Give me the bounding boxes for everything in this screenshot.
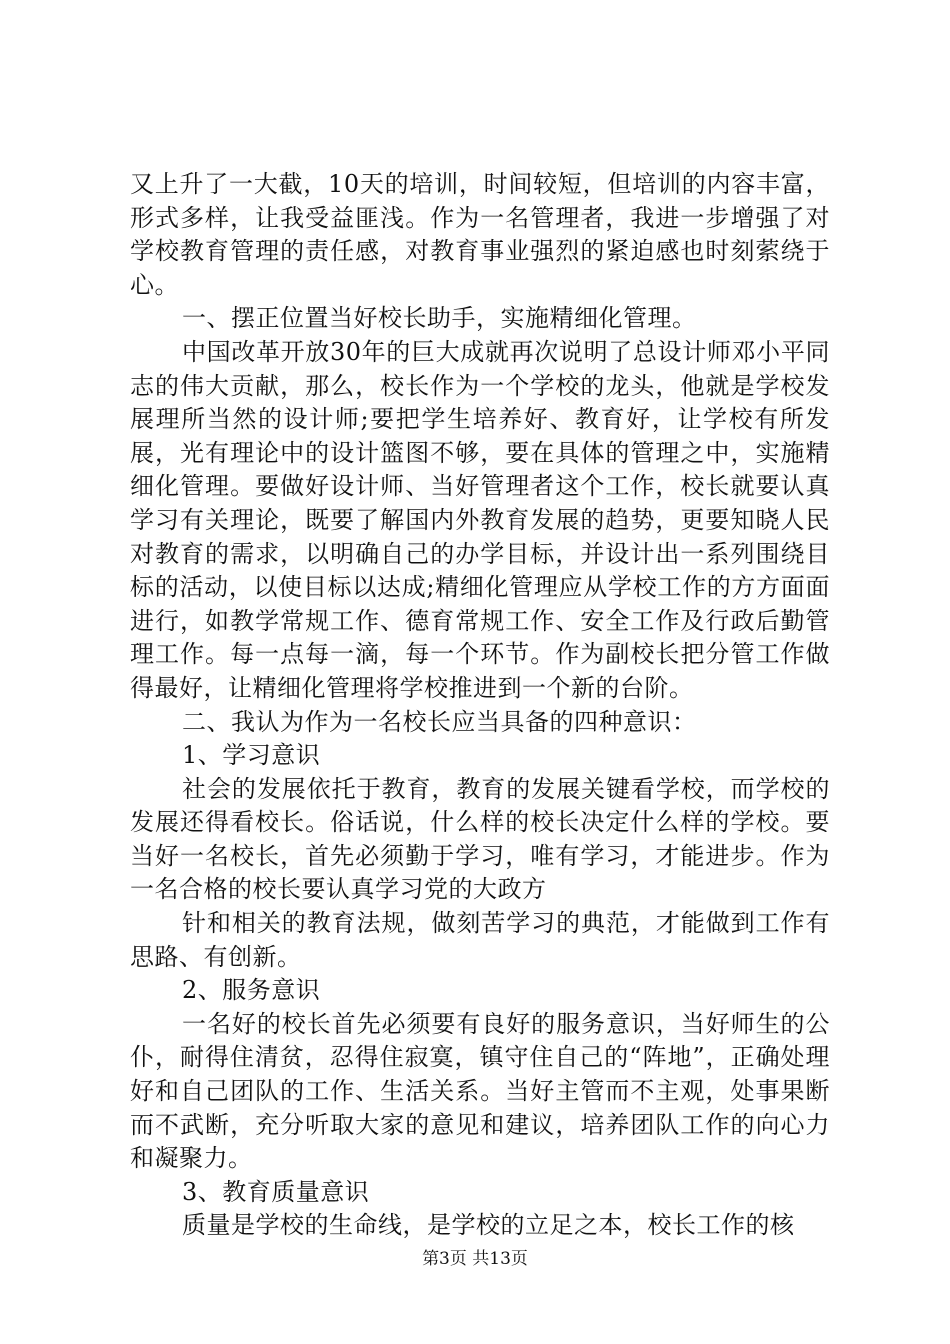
paragraph-2: 中国改革开放30年的巨大成就再次说明了总设计师邓小平同志的伟大贡献，那么，校长作为一个学校的龙头，他就是学校发展理所当然的设计师;要把学生培养好、教育好，让学校有所发展，光有理论中的设计篮图不够，要在具体的管理之中，实施精细化管理。要做好设计师、当好管理者这个工作，校长就要认真学习有关理论，既要了解国内外教育发展的趋势，更要知晓人民对教育的需求，以明确自己的办学目标，并设计出一系列围绕目标的活动，以使目标以达成;精细化管理应从学校工作的方方面面进行，如教学常规工作、德育常规工作、安全工作及行政后勤管理工作。每一点每一滴，每一个环节。作为副校长把分管工作做得最好，让精细化管理将学校推进到一个新的台阶。 bbox=[130, 337, 830, 702]
subheading-service: 2、服务意识 bbox=[182, 976, 321, 1005]
subheading-learning: 1、学习意识 bbox=[182, 741, 321, 770]
document-body bbox=[130, 168, 830, 1243]
paragraph-1: 又上升了一大截，10天的培训，时间较短，但培训的内容丰富，形式多样，让我受益匪浅。作为一名管理者，我进一步增强了对学校教育管理的责任感，对教育事业强烈的紧迫感也时刻萦绕于心。 bbox=[130, 170, 830, 299]
page-number-footer: 第3页 共13页 bbox=[422, 1249, 528, 1269]
paragraph-learning-1: 社会的发展依托于教育，教育的发展关键看学校，而学校的发展还得看校长。俗话说，什么样的校长决定什么样的学校。要当好一名校长，首先必须勤于学习，唯有学习，才能进步。作为一名合格的校长要认真学习党的大政方 bbox=[130, 774, 830, 904]
paragraph-quality: 质量是学校的生命线，是学校的立足之本，校长工作的核 bbox=[182, 1211, 795, 1240]
subheading-quality: 3、教育质量意识 bbox=[182, 1177, 370, 1206]
paragraph-service: 一名好的校长首先必须要有良好的服务意识，当好师生的公仆，耐得住清贫，忍得住寂寞，镇守住自己的“阵地”，正确处理好和自己团队的工作、生活关系。当好主管而不主观，处事果断而不武断，充分听取大家的意见和建议，培养团队工作的向心力和凝聚力。 bbox=[130, 1009, 830, 1173]
paragraph-learning-2: 针和相关的教育法规，做刻苦学习的典范，才能做到工作有思路、有创新。 bbox=[130, 909, 830, 971]
heading-section-1: 一、摆正位置当好校长助手，实施精细化管理。 bbox=[182, 304, 697, 333]
heading-section-2: 二、我认为作为一名校长应当具备的四种意识： bbox=[182, 707, 697, 736]
